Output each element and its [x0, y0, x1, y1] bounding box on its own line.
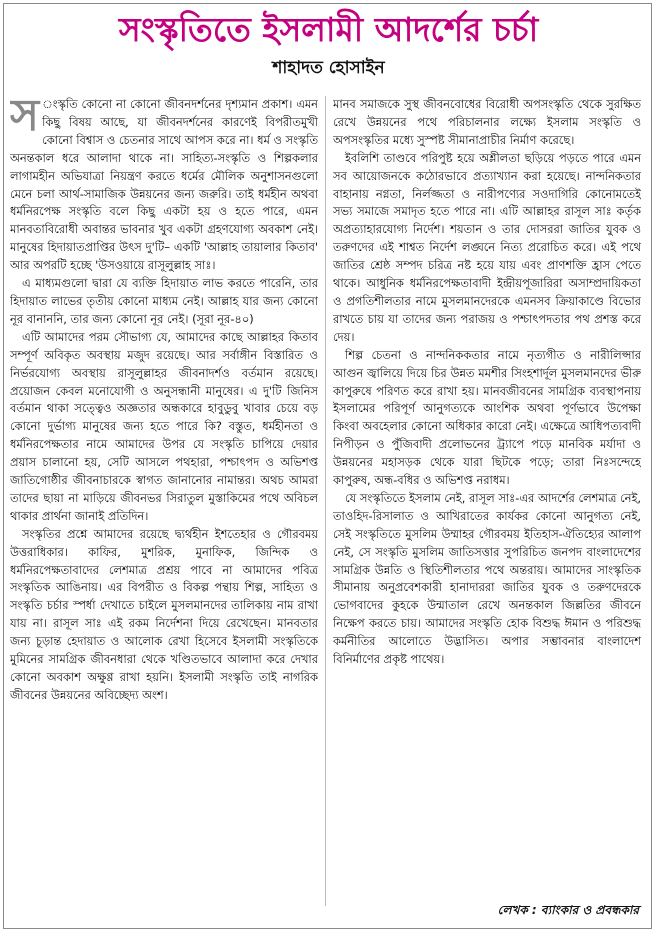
paragraph: স ংস্কৃতি কোনো না কোনো জীবনদর্শনের দৃশ্যমান প্রকাশ। এমন কিছু বিষয় আছে, যা জীবনদর্শনের কারণেই বিপরীতমুখী কোনো বিশ্বাস ও চেতনার সাথে আপস করে না। ধর্ম ও সংস্কৃতি অনন্তকাল ধরে আলাদা থাকে না। সাহিত্য-সংস্কৃতি ও শিল্পকলার লাগামহীন অভিযাত্রা নিয়ন্ত্রণ করতে ধর্মের মৌলিক অনুশাসনগুলো মেনে চলা আর্থ-সামাজিক উন্নয়নের জন্য জরুরি। তাই ধর্মহীন অথবা ধর্মনিরপেক্ষ সংস্কৃতি বলে কিছু একটা হয় ও হতে পারে, এমন মানবতাবিরোধী অবান্তর ভাবনার খুব একটা গ্রহণযোগ্য অবকাশ নেই। মানুষের হিদায়াতপ্রাপ্তির উৎস দু'টি– একটি 'আল্লাহ তায়ালার কিতাব' আর অপরটি হচ্ছে 'উসওয়ায়ে রাসূলুল্লাহ সাঃ।: [10, 96, 318, 273]
paragraph: মানব সমাজকে সুস্থ জীবনবোধের বিরোধী অপসংস্কৃতি থেকে সুরক্ষিত রেখে উন্নয়নের পথে পরিচালনার লক্ষ্যে ইসলাম সংস্কৃতি ও অপসংস্কৃতির মধ্যে সুস্পষ্ট সীমানাপ্রাচীর নির্মাণ করেছে।: [333, 97, 641, 147]
paragraph: ইবলিশি তাণ্ডবে পরিপুষ্ট হয়ে অশ্লীলতা ছড়িয়ে পড়তে পারে এমন সব আয়োজনকে কঠোরভাবে প্রত্যাখ্যান করা হয়েছে। নান্দনিকতার বাহানায় নগ্নতা, নির্লজ্জতা ও নারীপণ্যের সওদাগিরি কোনোমতেই সভ্য সমাজে সমাদৃত হতে পারে না। এটি আল্লাহর রাসূল সাঃ কর্তৃক অপ্রত্যাহারযোগ্য নির্দেশ। শয়তান ও তার দোসররা জাতির যুবক ও তরুণদের এই শাশ্বত নির্দেশ লঙ্ঘনে নিত্য প্ররোচিত করে। এই পথে জাতির শ্রেষ্ঠ সম্পদ চরিত্র নষ্ট হয়ে যায় এবং প্রাণশক্তি হ্রাস পেতে থাকে। আধুনিক ধর্মনিরপেক্ষতাবাদী ইন্দ্রীয়পূজারিরা অসাম্প্রদায়িকতা ও প্রগতিশীলতার নামে মুসলমানদেরকে এমনসব ক্রিয়াকাণ্ডে বিভোর রাখতে চায় যা তাদের জন্য পরাজয় ও পশ্চাৎপদতার পথ প্রশস্ত করে দেয়।: [333, 150, 641, 344]
article-column-right: [333, 96, 641, 906]
article-column-left: [10, 96, 318, 906]
paragraph: সংস্কৃতির প্রশ্নে আমাদের রয়েছে দ্ব্যর্থহীন ইশতেহার ও গৌরবময় উত্তরাধিকার। কাফির, মুশরিক, মুনাফিক, জিন্দিক ও ধর্মনিরপেক্ষতাবাদের লেশমাত্র প্রশ্রয় পাবে না আমাদের পবিত্র সংস্কৃতিক আঙিনায়। এর বিপরীত ও বিকল্প পন্থায় শিল্প, সাহিত্য ও সংস্কৃতি চর্চার স্পর্ধা দেখাতে চাইলে মুসলমানদের তালিকায় নাম রাখা যায় না। রাসূল সাঃ এই রকম নির্দেশনা দিয়ে রেখেছেন। মানবতার জন্য চূড়ান্ত হেদায়াত ও আলোক রেখা হিসেবে ইসলামী সংস্কৃতিকে মুমিনের সামগ্রিক জীবনধারা থেকে খণ্ডিতভাবে আলাদা করে দেখার কোনো অবকাশ অক্ষুণ্ণ রাখা হয়নি। ইসলামী সংস্কৃতি তাই নাগরিক জীবনের উন্নয়নের অবিচ্ছেদ্য অংশ।: [10, 526, 318, 702]
paragraph: এ মাধ্যমগুলো দ্বারা যে ব্যক্তি হিদায়াত লাভ করতে পারেনি, তার হিদায়াত লাভের তৃতীয় কোনো মাধ্যম নেই। আল্লাহ যার জন্য কোনো নূর বানাননি, তার জন্য কোনো নূর নেই। (সূরা নূর-৪০): [10, 276, 318, 326]
paragraph: এটি আমাদের পরম সৌভাগ্য যে, আমাদের কাছে আল্লাহর কিতাব সম্পূর্ণ অবিকৃত অবস্থায় মজুদ রয়েছে। আর সর্বাঙ্গীন বিস্তারিত ও নির্ভরযোগ্য অবস্থায় রাসূলুল্লাহর জীবনাদর্শও বর্তমান রয়েছে। প্রয়োজন কেবল মনোযোগী ও অনুসন্ধানী মানুষের। এ দু'টি জিনিস বর্তমান থাকা সত্ত্বেও অজ্ঞতার অন্ধকারে হাবুডুবু খাবার চেয়ে বড় কোনো দুর্ভাগ্য মানুষের জন্য হতে পারে কি? বস্তুত, ধর্মহীনতা ও ধর্মনিরপেক্ষতার নামে আমাদের উপর যে সংস্কৃতি চাপিয়ে দেয়ার প্রয়াস চালানো হয়, সেটি আসলে পথহারা, পশ্চাৎপদ ও অভিশপ্ত জাতিগোষ্ঠীর জীবনাচারকে স্বাগত জানানোর নামান্তর। অথচ আমরা তাদের ছায়া না মাড়িয়ে জীবনভর সিরাতুল মুস্তাকিমের পথে অবিচল থাকার প্রার্থনা জানাই প্রতিদিন।: [10, 329, 318, 523]
column-divider: [325, 96, 326, 906]
paragraph: যে সংস্কৃতিতে ইসলাম নেই, রাসূল সাঃ-এর আদর্শের লেশমাত্র নেই, তাওহিদ-রিসালাত ও আখিরাতের কার্যকর কোনো আনুগত্য নেই, সেই সংস্কৃতিতে মুসলিম উম্মাহর গৌরবময় ইতিহাস-ঐতিহ্যের আলাপ নেই, সে সংস্কৃতি মুসলিম জাতিসত্তার সুপরিচিত জনপদ বাংলাদেশের সামগ্রিক উন্নতি ও স্থিতিশীলতার পথে অন্তরায়। আমাদের সাংস্কৃতিক সীমানায় অনুপ্রবেশকারী হানাদাররা জাতির যুবক ও তরুণদেরকে ভোগবাদের কুহকে উন্মাতাল রেখে অনন্তকাল জিল্লতির জীবনে নিক্ষেপ করতে চায়। আমাদের সংস্কৃতি হোক বিশুদ্ধ ঈমান ও পরিশুদ্ধ কর্মনীতির আলোতে উদ্ভাসিত। অপার সম্ভাবনার বাংলাদেশ বিনির্মাণের প্রকৃষ্ট পাথেয়।: [333, 490, 641, 667]
headline: সংস্কৃতিতে ইসলামী আদর্শের চর্চা: [118, 10, 539, 49]
paragraph: শিল্প চেতনা ও নান্দনিককতার নামে নৃত্যগীত ও নারীলিপ্সার আগুন জ্বালিয়ে দিয়ে চির উন্নত মমশীর সিংহশার্দূল মুসলমানদের ভীরু কাপুরুষে পরিণত করে রাখা হয়। মানবজীবনের সামগ্রিক ব্যবস্থাপনায় ইসলামের পরিপূর্ণ আনুগত্যকে আংশিক অথবা পূর্ণভাবে উপেক্ষা কিংবা অবহেলার কোনো অধিকার কারো নেই। এক্ষেত্রে আধিপত্যবাদী নিপীড়ন ও পুঁজিবাদী প্রলোভনের ট্র্যাপে পড়ে মানবিক মর্যাদা ও উন্নয়নের মহাসড়ক থেকে যারা ছিটকে পড়ে; তারা নিঃসন্দেহে কাপুরুষ, অন্ধ-বধির ও অভিশপ্ত নরাধম।: [333, 347, 641, 488]
drop-cap: স: [10, 96, 40, 141]
author-byline: শাহাদত হোসাইন: [272, 58, 385, 78]
author-note: লেখক : ব্যাংকার ও প্রবন্ধকার: [497, 903, 639, 917]
